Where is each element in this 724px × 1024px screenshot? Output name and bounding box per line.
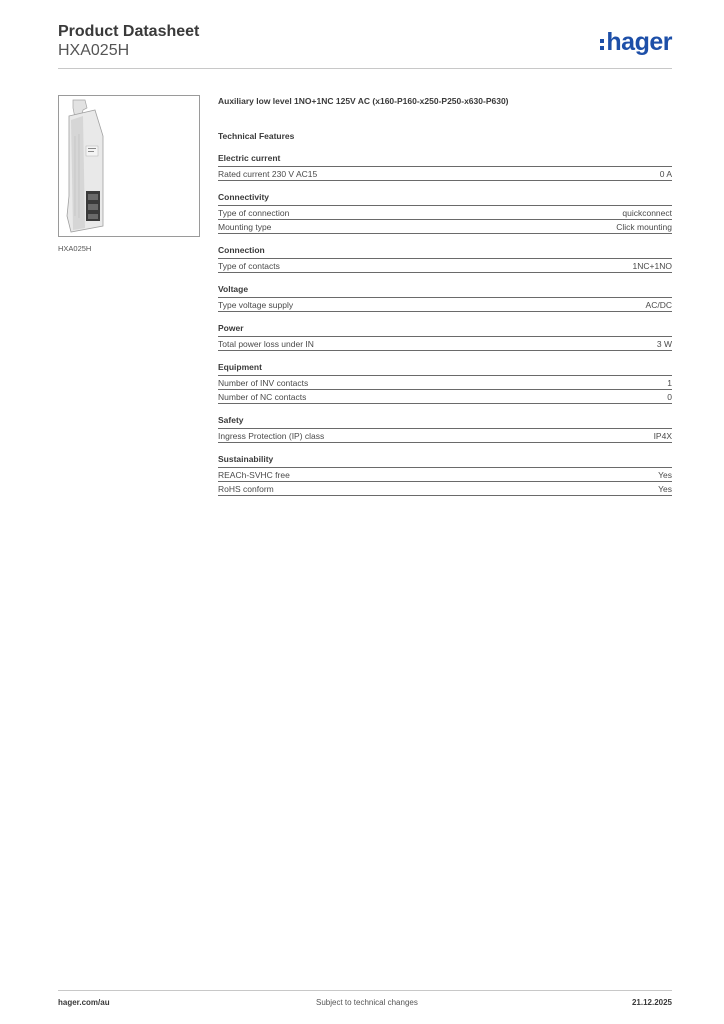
footer-date: 21.12.2025 [631, 998, 672, 1007]
spec-value: 0 A [659, 169, 672, 179]
spec-row [218, 220, 672, 234]
section-title: Connection [218, 245, 672, 259]
spec-value: 0 [667, 392, 672, 402]
footer-website-link[interactable]: hager.com/au [58, 998, 110, 1007]
spec-value: AC/DC [645, 300, 672, 310]
spec-row [218, 167, 672, 181]
spec-value: 3 W [656, 339, 672, 349]
section-title: Safety [218, 415, 672, 429]
product-photo-icon [59, 96, 199, 236]
spec-value: Click mounting [616, 222, 672, 232]
spec-value: Yes [658, 470, 672, 480]
spec-row [218, 337, 672, 351]
section-equipment [218, 362, 672, 404]
section-title: Electric current [218, 153, 672, 167]
spec-value: quickconnect [622, 208, 672, 218]
spec-label: Rated current 230 V AC15 [218, 169, 318, 179]
page-title: Product Datasheet [58, 23, 200, 40]
section-voltage [218, 284, 672, 312]
spec-value: 1NC+1NO [632, 261, 672, 271]
section-sustainability [218, 454, 672, 496]
technical-features-heading: Technical Features [218, 131, 295, 141]
spec-row [218, 468, 672, 482]
spec-label: Type of contacts [218, 261, 280, 271]
product-image-caption: HXA025H [58, 244, 92, 253]
product-image [58, 95, 200, 237]
section-title: Connectivity [218, 192, 672, 206]
section-electric-current [218, 153, 672, 181]
section-connectivity [218, 192, 672, 234]
spec-label: REACh-SVHC free [218, 470, 290, 480]
product-description: Auxiliary low level 1NO+1NC 125V AC (x160-P160-x250-P250-x630-P630) [218, 96, 509, 106]
spec-row [218, 482, 672, 496]
logo-colon-icon [600, 39, 604, 50]
hager-logo [600, 28, 672, 56]
spec-value: Yes [658, 484, 672, 494]
spec-label: Number of NC contacts [218, 392, 307, 402]
spec-row [218, 259, 672, 273]
spec-label: Number of INV contacts [218, 378, 309, 388]
footer [58, 998, 672, 1010]
spec-row [218, 390, 672, 404]
spec-value: IP4X [653, 431, 672, 441]
section-title: Power [218, 323, 672, 337]
spec-row [218, 429, 672, 443]
logo-text: hager [606, 28, 672, 56]
spec-row [218, 206, 672, 220]
section-connection [218, 245, 672, 273]
spec-label: Total power loss under IN [218, 339, 314, 349]
section-title: Voltage [218, 284, 672, 298]
section-title: Sustainability [218, 454, 672, 468]
spec-label: RoHS conform [218, 484, 274, 494]
footer-disclaimer: Subject to technical changes [316, 998, 418, 1007]
section-power [218, 323, 672, 351]
spec-label: Type of connection [218, 208, 290, 218]
section-safety [218, 415, 672, 443]
spec-row [218, 376, 672, 390]
spec-row [218, 298, 672, 312]
spec-label: Ingress Protection (IP) class [218, 431, 325, 441]
header-divider [58, 68, 672, 69]
product-code: HXA025H [58, 42, 130, 59]
spec-label: Type voltage supply [218, 300, 294, 310]
spec-label: Mounting type [218, 222, 272, 232]
spec-value: 1 [667, 378, 672, 388]
footer-divider [58, 990, 672, 991]
header [58, 22, 199, 60]
section-title: Equipment [218, 362, 672, 376]
product-details [218, 96, 672, 496]
